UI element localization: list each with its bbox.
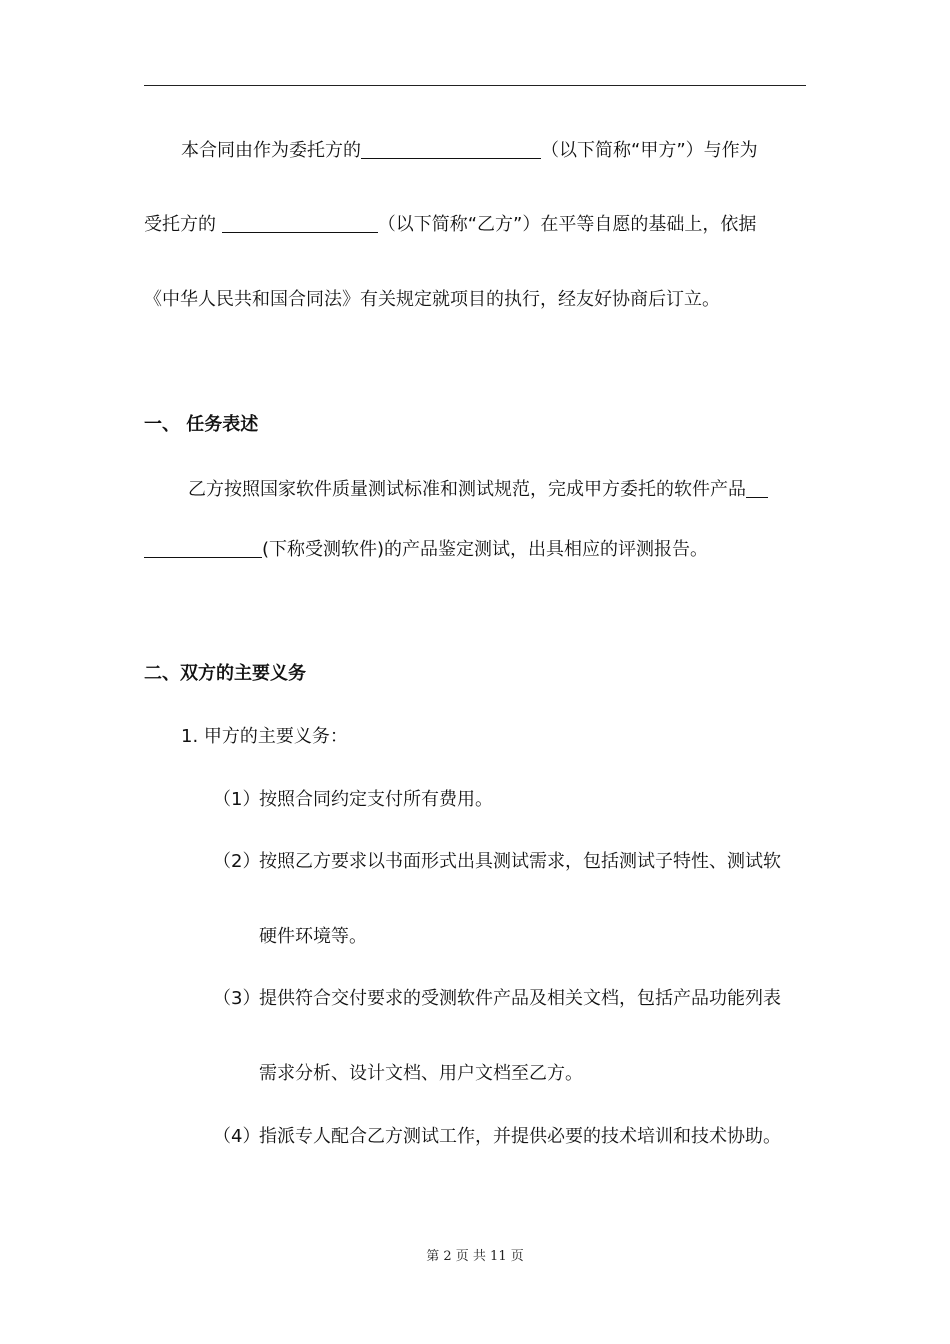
intro-line-1 bbox=[144, 138, 806, 164]
client-name-blank bbox=[361, 138, 541, 159]
item-text: 按照乙方要求以书面形式出具测试需求，包括测试子特性、测试软 bbox=[259, 851, 781, 872]
item-text: 按照合同约定支付所有费用。 bbox=[259, 789, 493, 810]
section-1-heading: 一、 任务表述 bbox=[144, 414, 259, 435]
section-2-heading: 二、双方的主要义务 bbox=[144, 663, 306, 684]
section-1-text: 乙方按照国家软件质量测试标准和测试规范，完成甲方委托的软件产品 bbox=[188, 479, 746, 500]
section-1-para-line-1 bbox=[144, 477, 806, 503]
sub-heading-party-a: 1. 甲方的主要义务： bbox=[181, 726, 348, 747]
contractor-name-blank bbox=[222, 212, 378, 233]
page-footer: 第 2 页 共 11 页 bbox=[426, 1249, 524, 1264]
intro-text: （以下简称“甲方”）与作为 bbox=[541, 140, 758, 161]
item-text-cont: 硬件环境等。 bbox=[259, 926, 367, 947]
intro-line-2 bbox=[144, 212, 806, 238]
product-name-blank-cont bbox=[144, 537, 262, 558]
product-name-blank bbox=[746, 477, 768, 498]
item-number: （2） bbox=[213, 851, 261, 872]
section-1-text: (下称受测软件)的产品鉴定测试，出具相应的评测报告。 bbox=[262, 539, 709, 560]
item-number: （4） bbox=[213, 1126, 261, 1147]
item-text-cont: 需求分析、设计文档、用户文档至乙方。 bbox=[259, 1063, 583, 1084]
item-text: 指派专人配合乙方测试工作，并提供必要的技术培训和技术协助。 bbox=[259, 1126, 781, 1147]
intro-text: 受托方的 bbox=[144, 214, 216, 235]
item-number: （3） bbox=[213, 988, 261, 1009]
intro-text: （以下简称“乙方”）在平等自愿的基础上，依据 bbox=[377, 214, 757, 235]
item-number: （1） bbox=[213, 789, 261, 810]
section-1-para-line-2 bbox=[144, 537, 806, 563]
header-rule bbox=[144, 85, 806, 86]
item-text: 提供符合交付要求的受测软件产品及相关文档，包括产品功能列表 bbox=[259, 988, 781, 1009]
intro-text: 本合同由作为委托方的 bbox=[181, 140, 361, 161]
intro-line-3: 《中华人民共和国合同法》有关规定就项目的执行，经友好协商后订立。 bbox=[144, 289, 720, 310]
